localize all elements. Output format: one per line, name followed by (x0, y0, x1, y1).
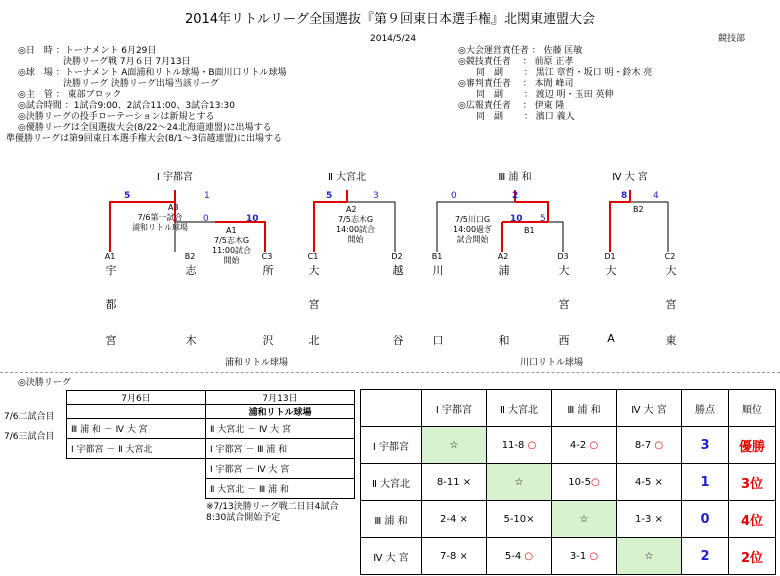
schedule-day: 7月13日 (206, 391, 355, 405)
result-cell: 8-7 ○ (617, 427, 682, 464)
results-header: Ⅲ 浦 和 (552, 390, 617, 427)
team-char: 志 (185, 264, 197, 277)
results-header: Ⅰ 宇都宮 (422, 390, 487, 427)
info-line: ◎決勝リーグの投手ローテーションは新規とする (18, 112, 215, 122)
results-header: Ⅱ 大宮北 (487, 390, 552, 427)
schedule-table (66, 390, 355, 499)
match-label: B1 (524, 226, 535, 235)
slot-label: C1 (307, 252, 319, 261)
schedule-game: Ⅰ 宇都宮 － Ⅳ 大 宮 (206, 459, 355, 479)
venue-label: 浦和リトル球場 (225, 358, 289, 368)
match-label: B2 (633, 205, 644, 214)
win-mark-icon: ○ (589, 439, 599, 451)
rank: 2位 (729, 538, 776, 575)
group-name: Ⅳ 大 宮 (612, 172, 648, 183)
team-char: 北 (308, 334, 320, 347)
result-cell: 10-5○ (552, 464, 617, 501)
team-char: 東 (665, 334, 677, 347)
slot-label: A1 (104, 252, 116, 261)
team-char: 大 (605, 264, 617, 277)
win-mark-icon: ○ (527, 439, 537, 451)
slot-label: D2 (391, 252, 403, 261)
group-name: Ⅰ 宇都宮 (156, 172, 194, 183)
slot-label: C3 (261, 252, 273, 261)
team-char: 和 (498, 334, 510, 347)
schedule-side-label: 7/6二試合目 (4, 412, 55, 422)
result-cell: 11-8 ○ (487, 427, 552, 464)
points: 0 (682, 501, 729, 538)
score: 0 (451, 191, 457, 201)
match-label: A3 (168, 203, 179, 212)
schedule-game: Ⅰ 宇都宮 － Ⅱ 大宮北 (67, 439, 206, 459)
score: 2 (512, 191, 519, 201)
info-line: 同 副 ： 黒江 章哲・坂口 明・鈴木 亮 (458, 68, 653, 78)
schedule-game: Ⅰ 宇都宮 － Ⅲ 浦 和 (206, 439, 355, 459)
win-mark-icon: ○ (654, 439, 664, 451)
team-char: 宮 (665, 298, 677, 311)
info-line: ◎審判責任者 ： 本間 峰司 (458, 79, 574, 89)
schedule-game: Ⅱ 大宮北 － Ⅲ 浦 和 (206, 479, 355, 499)
org-name: 競技部 (718, 34, 746, 44)
group-name: Ⅱ 大宮北 (327, 172, 367, 183)
rank: 3位 (729, 464, 776, 501)
win-mark-icon: ○ (590, 476, 600, 488)
info-line: ◎試合時間 ：1試合9:00、2試合11:00、3試合13:30 (18, 101, 235, 111)
team-char: 大 (308, 264, 320, 277)
result-cell: 7-8 × (422, 538, 487, 575)
score: 0 (203, 214, 209, 224)
results-header (361, 390, 422, 427)
points: 2 (682, 538, 729, 575)
team-char: 浦 (498, 264, 510, 277)
results-row (361, 464, 776, 501)
score: 5 (326, 191, 333, 201)
info-line: ◎大会運営責任者 ： 佐藤 匡敏 (458, 46, 583, 56)
team-char: 大 (665, 264, 677, 277)
rank: 4位 (729, 501, 776, 538)
score: 5 (540, 214, 546, 224)
team-char: 川 (432, 264, 444, 277)
team-char: 都 (105, 298, 117, 311)
result-cell: ☆ (552, 501, 617, 538)
team-char: A (607, 332, 615, 345)
info-line: 準優勝リーグは第9回東日本選手権大会(8/1～3信越連盟)に出場する (6, 134, 282, 144)
slot-label: D1 (604, 252, 616, 261)
info-line: ◎優勝リーグは全国選抜大会(8/22～24北海道連盟)に出場する (18, 123, 272, 133)
info-line: ◎日 時 ：トーナメント 6月29日 (18, 46, 157, 56)
schedule-day: 7月6日 (67, 391, 206, 405)
match-info: 7/6第一試合 浦和リトル球場 (132, 213, 188, 232)
group-name: Ⅲ 浦 和 (498, 172, 532, 183)
team-char: 宮 (105, 334, 117, 347)
result-cell: 5-10× (487, 501, 552, 538)
team-char: 沢 (262, 334, 274, 347)
match-info: 7/5川口G 14:00過ぎ 試合開始 (453, 215, 493, 244)
score: 1 (204, 191, 210, 201)
results-header: Ⅳ 大 宮 (617, 390, 682, 427)
result-cell: 3-1 ○ (552, 538, 617, 575)
results-row (361, 501, 776, 538)
result-cell: 8-11 × (422, 464, 487, 501)
team-char: 谷 (392, 334, 404, 347)
match-label: A2 (346, 205, 357, 214)
score: 10 (510, 214, 523, 224)
final-league-label: ◎決勝リーグ (18, 378, 71, 388)
result-cell: 5-4 ○ (487, 538, 552, 575)
result-cell: 2-4 × (422, 501, 487, 538)
info-line: ◎競技責任者 ： 前原 正孝 (458, 57, 574, 67)
team-char: 口 (432, 334, 444, 347)
venue-label: 川口リトル球場 (520, 358, 584, 368)
team-char: 木 (185, 334, 197, 347)
slot-label: B1 (431, 252, 443, 261)
result-cell: 4-5 × (617, 464, 682, 501)
result-cell: ☆ (617, 538, 682, 575)
match-label: A1 (226, 226, 237, 235)
doc-date: 2014/5/24 (370, 34, 417, 44)
score: 5 (124, 191, 131, 201)
rank: 優勝 (729, 427, 776, 464)
info-line: 決勝リーグ 決勝リーグ出場当該リーグ (18, 79, 219, 89)
info-line: 同 副 ： 濱口 義人 (458, 112, 575, 122)
slot-label: B2 (184, 252, 196, 261)
slot-label: A2 (497, 252, 509, 261)
page-title: 2014年リトルリーグ全国選抜『第９回東日本選手権』北関東連盟大会 (184, 12, 596, 27)
row-team: Ⅳ 大 宮 (361, 538, 422, 575)
slot-label: C2 (664, 252, 676, 261)
row-team: Ⅲ 浦 和 (361, 501, 422, 538)
info-line: ◎主 管 ： 東部ブロック (18, 90, 122, 100)
results-row (361, 427, 776, 464)
result-cell: ☆ (422, 427, 487, 464)
score: 8 (621, 191, 628, 201)
row-team: Ⅱ 大宮北 (361, 464, 422, 501)
points: 3 (682, 427, 729, 464)
result-cell: 4-2 ○ (552, 427, 617, 464)
info-line: ◎球 場 ：トーナメント A面浦和リトル球場・B面川口リトル球場 (18, 68, 287, 78)
result-cell: 1-3 × (617, 501, 682, 538)
match-info: 7/5志木G 14:00試合 開始 (336, 215, 376, 244)
team-char: 大 (558, 264, 570, 277)
schedule-side-label: 7/6三試合目 (4, 432, 55, 442)
score: 10 (246, 214, 259, 224)
schedule-game: Ⅱ 大宮北 － Ⅳ 大 宮 (206, 419, 355, 439)
info-line: 決勝リーグ戦 7月６日 7月13日 (18, 57, 191, 67)
info-line: 同 副 ： 渡辺 明・玉田 英伸 (458, 90, 614, 100)
team-char: 宇 (105, 264, 117, 277)
team-char: 西 (558, 334, 570, 347)
schedule-venue: 浦和リトル球場 (206, 405, 355, 419)
results-row (361, 538, 776, 575)
slot-label: D3 (557, 252, 569, 261)
info-line: ◎広報責任者 ： 伊東 隆 (458, 101, 565, 111)
match-info: 7/5志木G 11:00試合 開始 (212, 236, 252, 265)
team-char: 宮 (558, 298, 570, 311)
team-char: 所 (262, 264, 274, 277)
divider (0, 372, 780, 373)
results-header: 順位 (729, 390, 776, 427)
score: 3 (373, 191, 379, 201)
results-header: 勝点 (682, 390, 729, 427)
team-char: 宮 (308, 298, 320, 311)
row-team: Ⅰ 宇都宮 (361, 427, 422, 464)
schedule-note: ※7/13決勝リーグ戦二日目4試合 8:30試合開始予定 (206, 502, 339, 523)
schedule-game: Ⅲ 浦 和 － Ⅳ 大 宮 (67, 419, 206, 439)
result-cell: ☆ (487, 464, 552, 501)
score: 4 (653, 191, 659, 201)
results-table (360, 389, 776, 575)
points: 1 (682, 464, 729, 501)
team-char: 越 (392, 264, 404, 277)
win-mark-icon: ○ (589, 550, 599, 562)
win-mark-icon: ○ (524, 550, 534, 562)
